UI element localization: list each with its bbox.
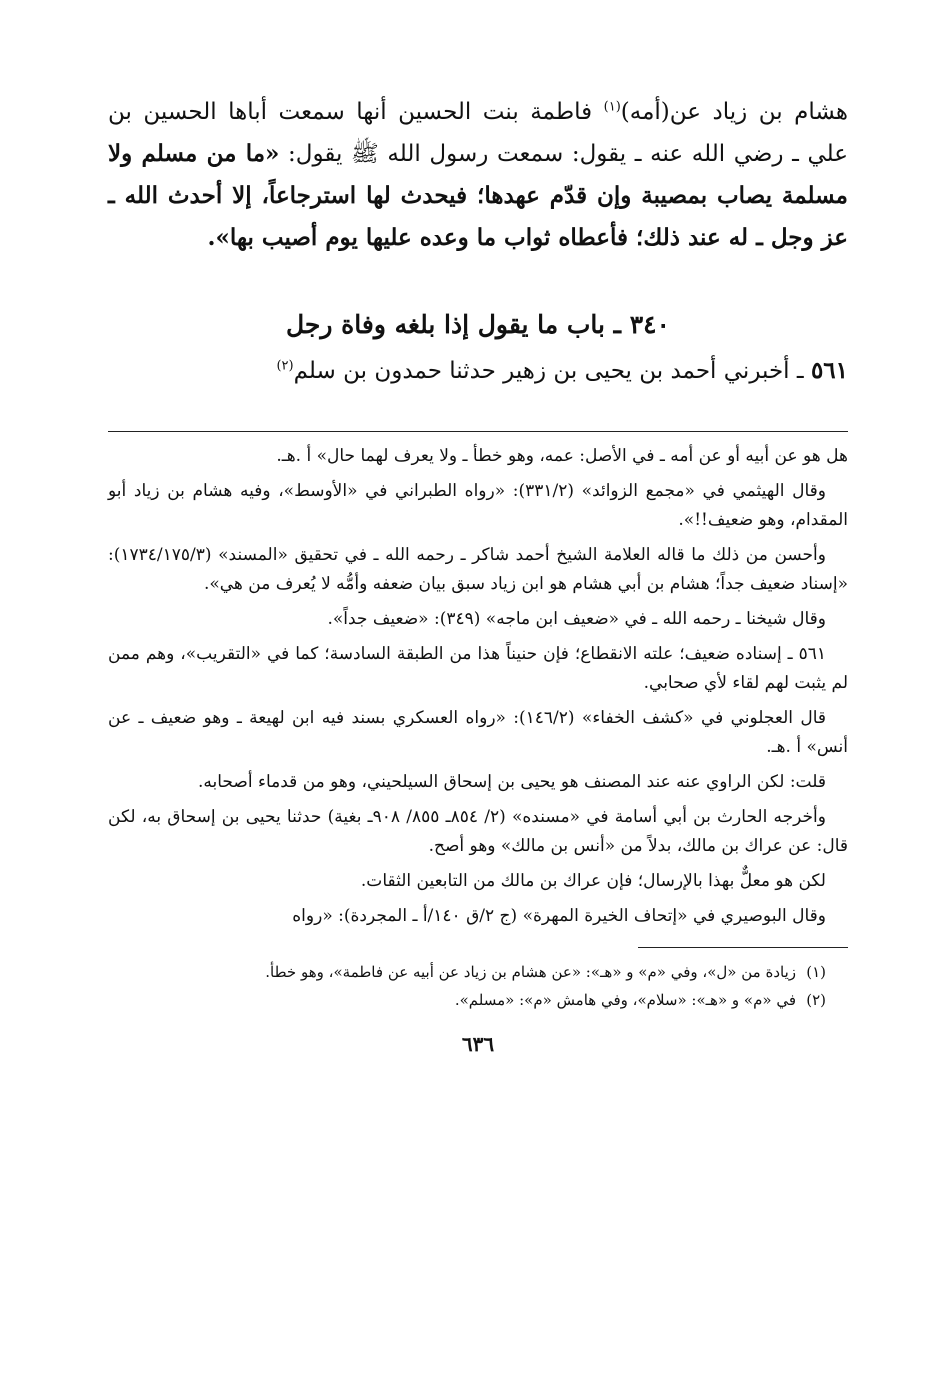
- commentary-notes: [108, 442, 848, 931]
- main-text-line1: هشام بن زياد عن(أمه): [620, 99, 848, 125]
- note-paragraph: لكن هو معلٌّ بهذا بالإرسال؛ فإن عراك بن مالك من التابعين الثقات.: [360, 871, 826, 891]
- note-paragraph: ٥٦١ ـ إسناده ضعيف؛ علته الانقطاع؛ فإن حنيناً هذا من الطبقة السادسة؛ كما في «التقريب»، وهم ممن لم يثبت لهم لقاء لأي صحابي.: [108, 644, 848, 693]
- page-number: ٦٣٦: [461, 1032, 495, 1056]
- footnote-marker-2: (٢): [276, 358, 294, 374]
- footnote-number: (٢): [806, 991, 826, 1009]
- hadith-text: «ما من مسلم ولا مسلمة يصاب بمصيبة وإن قدّم عهدها؛ فيحدث لها استرجاعاً، إلا أحدث الله ـ عز وجل ـ له عند ذلك؛ فأعطاه ثواب ما وعده عليها يوم أصيب بها».: [108, 140, 848, 251]
- chapter-heading: ٣٤٠ ـ باب ما يقول إذا بلغه وفاة رجل: [286, 310, 670, 339]
- footnote-marker-1: (١): [603, 99, 621, 115]
- footnote-text: زيادة من «ل»، وفي «م» و «هـ»: «عن هشام بن زياد عن أبيه عن فاطمة»، وهو خطأ.: [265, 963, 796, 981]
- hadith-entry: [108, 351, 848, 391]
- footnotes: [108, 958, 848, 1014]
- footnote-2: [108, 986, 848, 1014]
- note-paragraph: وقال البوصيري في «إتحاف الخيرة المهرة» (ج ٢/ق ١٤٠/أ ـ المجردة): «رواه: [292, 906, 826, 926]
- footnote-text: في «م» و «هـ»: «سلام»، وفي هامش «م»: «مسلم».: [454, 991, 796, 1009]
- note-paragraph: وقال شيخنا ـ رحمه الله ـ في «ضعيف ابن ماجه» (٣٤٩): «ضعيف جداً».: [327, 609, 826, 629]
- footnote-1: [108, 958, 848, 986]
- note-paragraph: وقال الهيثمي في «مجمع الزوائد» (٣٣١/٢): «رواه الطبراني في «الأوسط»، وفيه هشام بن زياد أبو المقدام، وهو ضعيف!!».: [108, 481, 848, 530]
- note-paragraph: هل هو عن أبيه أو عن أمه ـ في الأصل: عمه، وهو خطأ ـ ولا يعرف لهما حال» أ .هـ.: [276, 446, 848, 466]
- footnotes-divider: [638, 947, 848, 948]
- note-paragraph: وأخرجه الحارث بن أبي أسامة في «مسنده» (٢/ ٨٥٤ـ ٨٥٥/ ٩٠٨ـ بغية) حدثنا يحيى بن إسحاق به، لكن قال: عن عراك بن مالك، بدلاً من «أنس بن مالك» وهو أصح.: [108, 807, 848, 856]
- main-text-continued: فاطمة بنت الحسين أنها سمعت أباها الحسين بن علي ـ رضي الله عنه ـ يقول: سمعت رسول الله ﷺ يقول:: [108, 99, 848, 167]
- note-paragraph: قلت: لكن الراوي عنه عند المصنف هو يحيى بن إسحاق السيلحيني، وهو من قدماء أصحابه.: [198, 772, 826, 792]
- main-paragraph: [108, 92, 848, 259]
- note-paragraph: قال العجلوني في «كشف الخفاء» (١٤٦/٢): «رواه العسكري بسند فيه ابن لهيعة ـ وهو ضعيف ـ عن أنس» أ .هـ.: [108, 708, 848, 757]
- entry-number: ٥٦١: [810, 357, 848, 384]
- entry-text: ـ أخبرني أحمد بن يحيى بن زهير حدثنا حمدون بن سلم: [293, 358, 811, 384]
- note-paragraph: وأحسن من ذلك ما قاله العلامة الشيخ أحمد شاكر ـ رحمه الله ـ في تحقيق «المسند» (١٧٣٤/١٧٥/٣): «إسناد ضعيف جداً؛ هشام بن أبي هشام هو ابن زياد سبق بيان ضعفه وأمُّه لا يُعرف من هي».: [108, 545, 848, 594]
- main-text: [108, 92, 848, 259]
- page: [108, 92, 848, 1056]
- footnote-number: (١): [806, 963, 826, 981]
- notes-divider: [108, 431, 848, 432]
